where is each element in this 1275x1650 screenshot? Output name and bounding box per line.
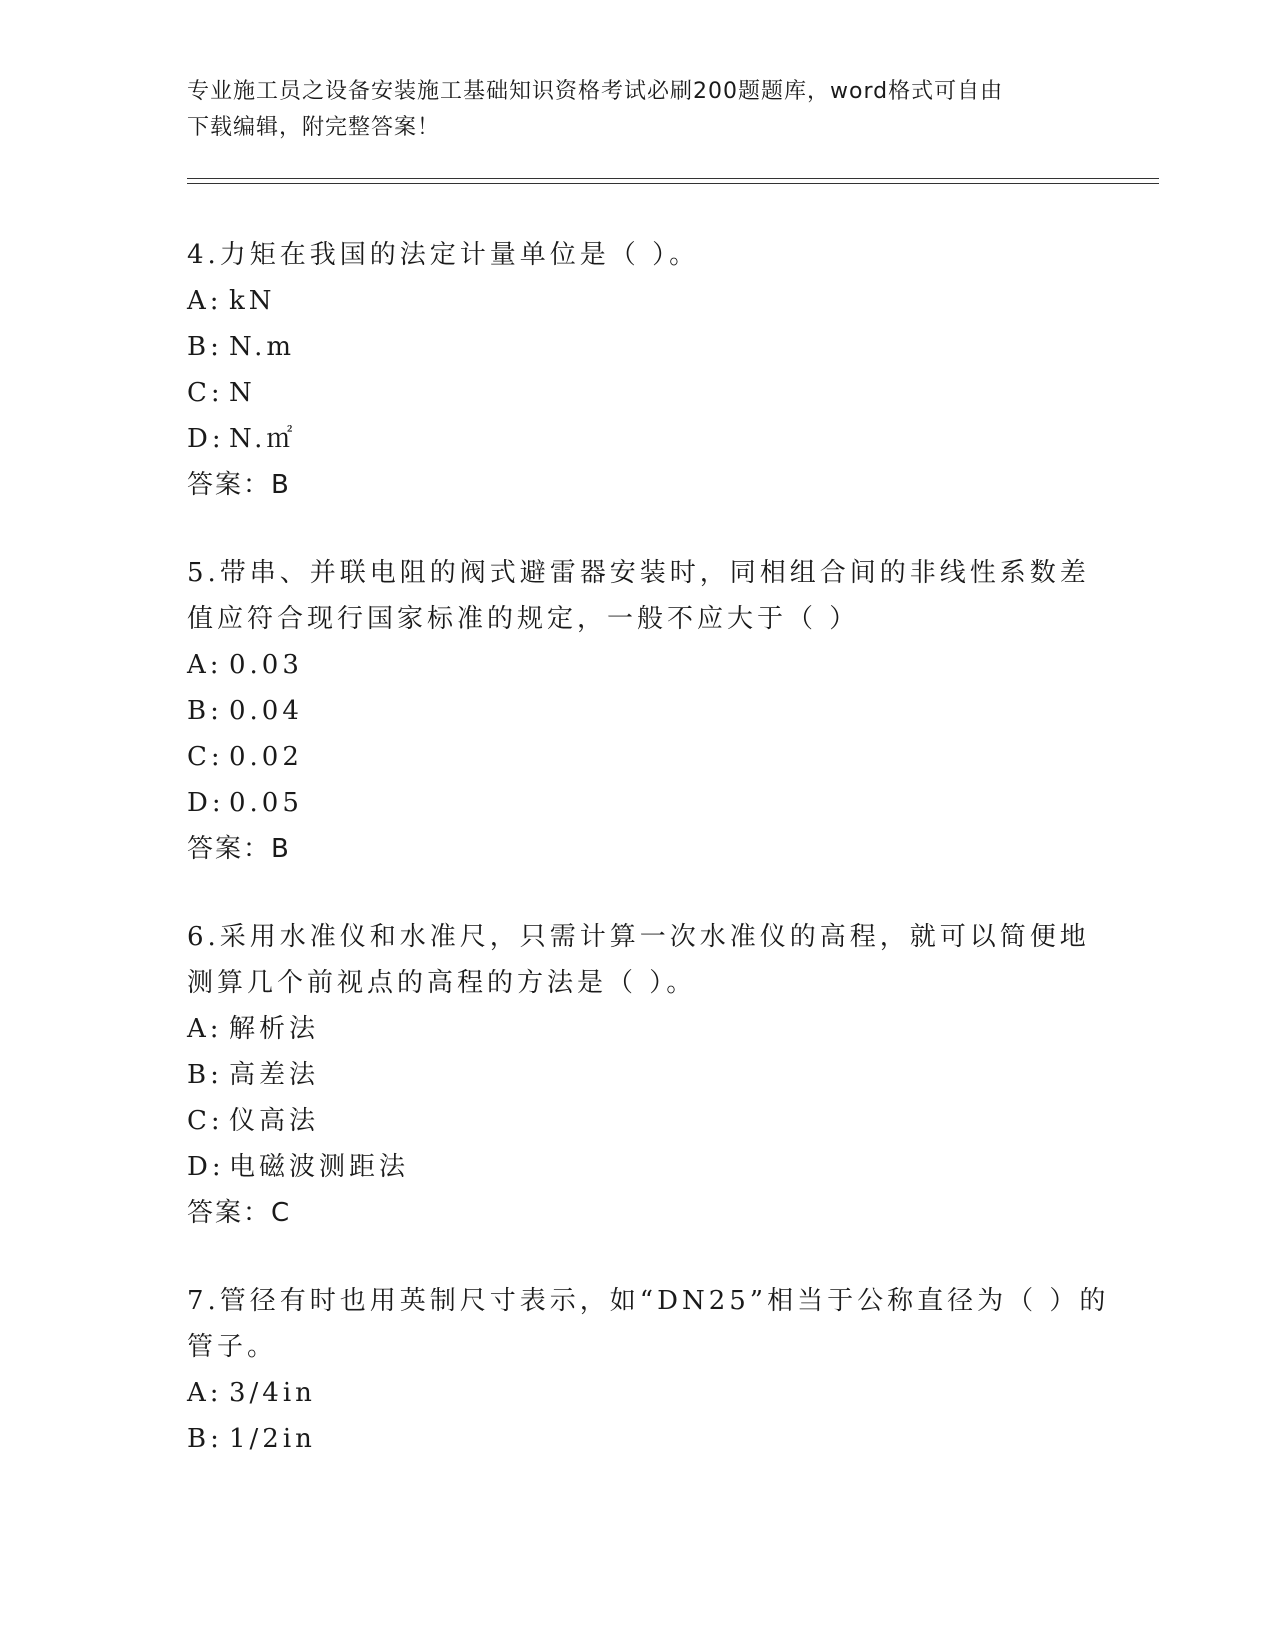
option-a [187,278,1087,324]
option-text: N [229,378,256,408]
option-letter: B: [187,1060,223,1090]
option-text: 0.03 [229,650,303,680]
option-text: 0.04 [229,696,303,726]
option-letter: D: [187,1152,225,1182]
option-b [187,324,1087,370]
question-stem-line-1: 5.带串、并联电阻的阀式避雷器安装时，同相组合间的非线性系数差 [187,558,1090,588]
option-c [187,1098,1087,1144]
header-line-2: 下载编辑，附完整答案！ [187,115,441,140]
question-stem: 4.力矩在我国的法定计量单位是（ ）。 [187,240,700,270]
option-text: 电磁波测距法 [229,1152,410,1182]
option-letter: B: [187,1424,223,1454]
question-6 [187,914,1090,1236]
answer-line: 答案：B [187,470,291,500]
question-stem-line-2: 值应符合现行国家标准的规定，一般不应大于（ ） [187,604,860,634]
option-letter: C: [187,1106,224,1136]
option-text: N.m [229,332,296,362]
option-b [187,688,1087,734]
option-text: 解析法 [229,1014,320,1044]
option-letter: A: [187,286,223,316]
header-rule-top [187,178,1159,179]
option-d [187,780,1087,826]
option-a [187,642,1087,688]
option-b [187,1416,1087,1462]
option-b [187,1052,1087,1098]
option-c [187,370,1087,416]
option-letter: D: [187,424,225,454]
question-stem-line-1: 6.采用水准仪和水准尺，只需计算一次水准仪的高程，就可以简便地 [187,922,1090,952]
option-letter: A: [187,1378,223,1408]
question-5 [187,550,1090,872]
option-letter: B: [187,696,223,726]
option-letter: B: [187,332,223,362]
option-letter: A: [187,650,223,680]
option-text: N.㎡ [229,424,297,454]
option-letter: C: [187,378,224,408]
question-4 [187,232,1087,508]
option-text: 0.02 [229,742,303,772]
question-stem-line-2: 管子。 [187,1332,278,1362]
option-a [187,1006,1087,1052]
option-text: 仪高法 [229,1106,320,1136]
option-letter: C: [187,742,224,772]
document-header [187,74,1067,146]
option-text: 1/2in [229,1424,316,1454]
option-c [187,734,1087,780]
option-text: kN [229,286,276,316]
option-d [187,416,1087,462]
option-letter: D: [187,788,225,818]
option-a [187,1370,1087,1416]
option-text: 0.05 [229,788,303,818]
answer-line: 答案：C [187,1198,292,1228]
option-text: 高差法 [229,1060,320,1090]
question-stem-line-1: 7.管径有时也用英制尺寸表示，如“DN25”相当于公称直径为（ ）的 [187,1286,1110,1316]
option-d [187,1144,1087,1190]
question-7 [187,1278,1110,1462]
option-text: 3/4in [229,1378,316,1408]
answer-line: 答案：B [187,834,291,864]
header-rule-bottom [187,183,1159,184]
header-line-1: 专业施工员之设备安装施工基础知识资格考试必刷200题题库，word格式可自由 [187,79,1004,104]
question-list [187,232,1110,1504]
option-letter: A: [187,1014,223,1044]
question-stem-line-2: 测算几个前视点的高程的方法是（ ）。 [187,968,697,998]
